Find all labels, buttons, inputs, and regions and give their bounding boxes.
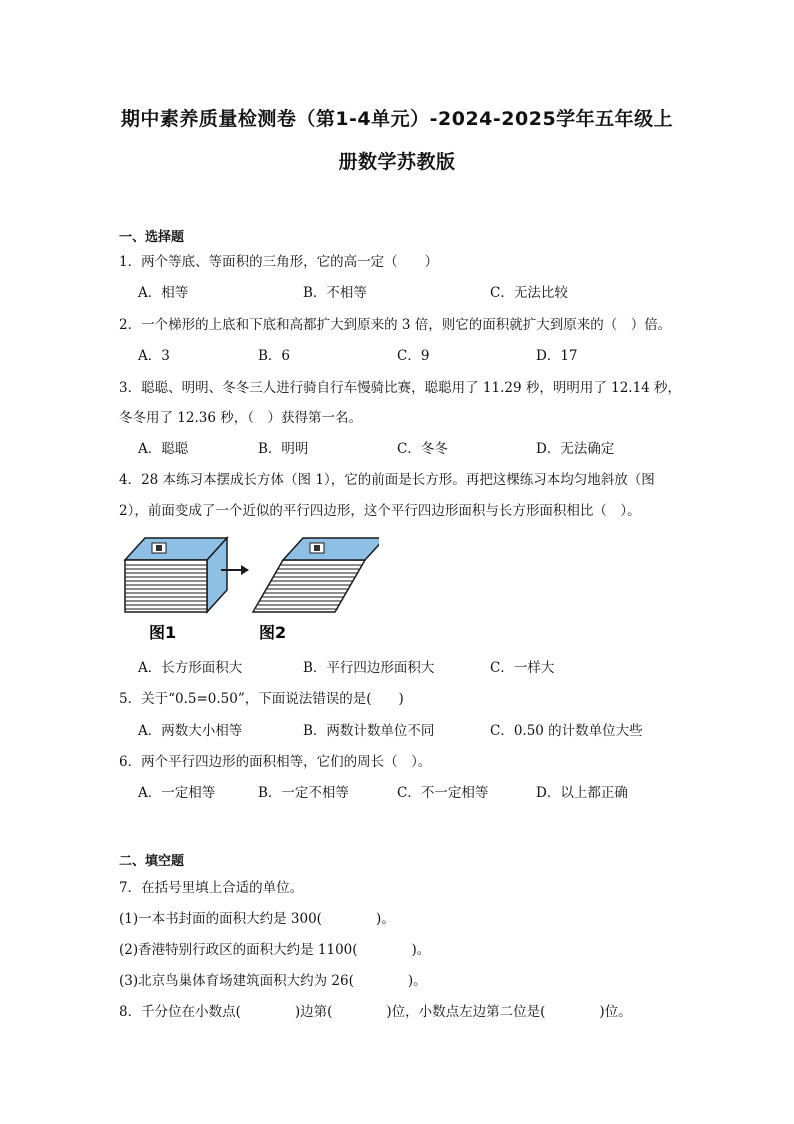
title-line-2: 册数学苏教版	[338, 151, 456, 173]
question-2-stem: 2．一个梯形的上底和下底和高都扩大到原来的 3 倍，则它的面积就扩大到原来的（ ）倍。	[119, 317, 672, 333]
question-1-option-a: A．相等	[138, 285, 189, 301]
question-3-stem-line-2: 冬冬用了 12.36 秒，（ ）获得第一名。	[119, 410, 362, 426]
question-5-option-a: A．两数大小相等	[138, 723, 243, 739]
question-8-stem: 8．千分位在小数点( )边第( )位，小数点左边第二位是( )位。	[119, 1004, 632, 1020]
question-7-part-1: (1)一本书封面的面积大约是 300( )。	[119, 911, 395, 927]
question-7-stem: 7．在括号里填上合适的单位。	[119, 880, 304, 896]
question-6-option-d: D．以上都正确	[536, 785, 628, 801]
question-7-part-2: (2)香港特别行政区的面积大约是 1100( )。	[119, 942, 431, 958]
question-3-option-d: D．无法确定	[536, 441, 615, 457]
question-6-stem: 6．两个平行四边形的面积相等，它们的周长（ ）。	[119, 754, 432, 770]
question-7-part-3: (3)北京鸟巢体育场建筑面积大约为 26( )。	[119, 973, 427, 989]
question-3-stem-line-1: 3．聪聪、明明、冬冬三人进行骑自行车慢骑比赛，聪聪用了 11.29 秒，明明用了 12.14 秒，	[119, 380, 682, 396]
title-line-1: 期中素养质量检测卷（第1-4单元）-2024-2025学年五年级上	[120, 108, 674, 130]
question-3-option-b: B．明明	[258, 441, 309, 457]
question-5-option-b: B．两数计数单位不同	[303, 723, 435, 739]
question-2-option-a: A．3	[138, 348, 170, 364]
question-6-option-a: A．一定相等	[138, 785, 216, 801]
figure-1-box	[125, 538, 227, 612]
section-heading-choice: 一、选择题	[119, 230, 185, 245]
question-5-option-c: C．0.50 的计数单位大些	[490, 723, 643, 739]
question-6-option-b: B．一定不相等	[258, 785, 349, 801]
question-1-option-b: B．不相等	[303, 285, 367, 301]
question-2-option-c: C．9	[397, 348, 430, 364]
question-4-stem-line-2: 2），前面变成了一个近似的平行四边形，这个平行四边形面积与长方形面积相比（ ）。	[119, 503, 641, 519]
question-4-option-c: C．一样大	[490, 660, 555, 676]
question-4-option-a: A．长方形面积大	[138, 660, 243, 676]
question-2-option-d: D．17	[536, 348, 578, 364]
question-2-option-b: B．6	[258, 348, 291, 364]
question-1-option-c: C．无法比较	[490, 285, 568, 301]
figure-2-slanted-stack	[253, 538, 379, 612]
question-3-option-a: A．聪聪	[138, 441, 189, 457]
figure-2-label: 图2	[259, 623, 287, 642]
question-6-option-c: C．不一定相等	[397, 785, 489, 801]
question-4-stem-line-1: 4．28 本练习本摆成长方体（图 1），它的前面是长方形。再把这棵练习本均匀地斜放（图	[119, 472, 655, 488]
notebook-stack-figure	[119, 530, 379, 645]
question-1-stem: 1．两个等底、等面积的三角形，它的高一定（ ）	[119, 254, 439, 270]
question-4-option-b: B．平行四边形面积大	[303, 660, 435, 676]
question-5-stem: 5．关于“0.5=0.50”，下面说法错误的是( )	[119, 691, 404, 707]
section-heading-fill-in: 二、填空题	[119, 854, 185, 869]
question-3-option-c: C．冬冬	[397, 441, 448, 457]
figure-1-label: 图1	[149, 623, 177, 642]
